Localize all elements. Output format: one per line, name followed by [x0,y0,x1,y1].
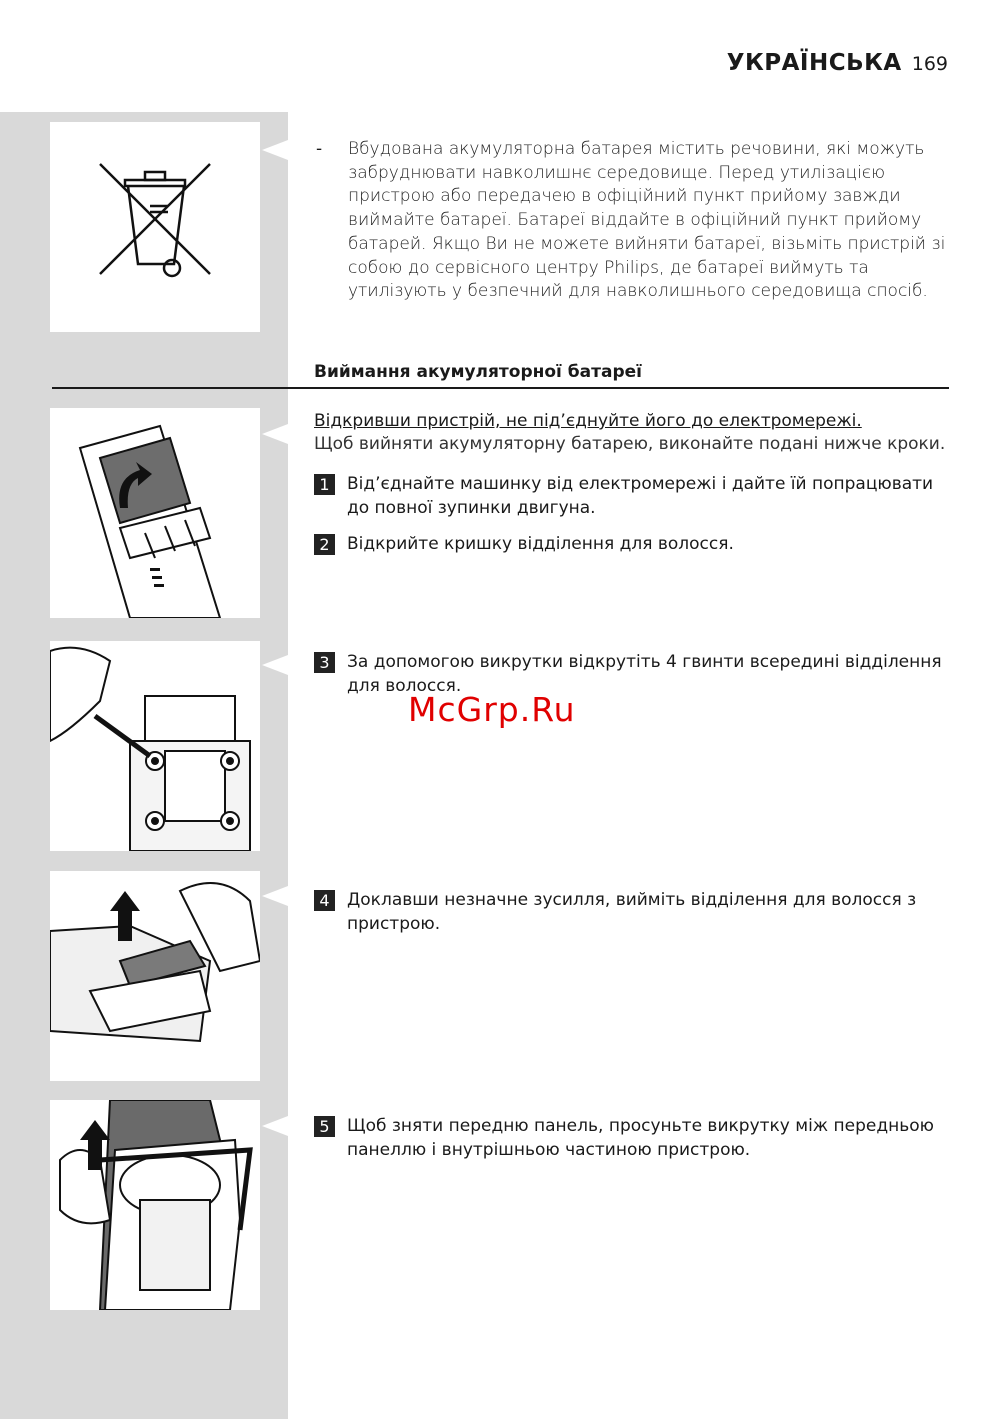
step-text: Відкрийте кришку відділення для волосся. [347,534,734,554]
step-number: 4 [314,890,335,911]
language-title: УКРАЇНСЬКА [726,50,902,76]
step-2 [314,532,950,556]
panel-pointer-icon [262,886,288,906]
step-illustration-front-panel [50,1100,260,1310]
recycling-paragraph: Вбудована акумуляторна батарея містить речовини, які можуть забруднювати навколишнє середовище. Перед утилізацією пристрою або передачею в офіційний пункт прийому завжди виймайте батареї. Батареї віддайте в офіційний пункт прийому батарей. Якщо Ви не можете вийняти батареї, візьміть пристрій зі собою до сервісного центру Philips, де батареї виймуть та утилізують у безпечний для навколишнього середовища спосіб. [348,139,946,302]
panel-pointer-icon [262,1116,288,1136]
panel-pointer-icon [262,424,288,444]
step-4 [314,888,950,936]
recycle-bin-illustration [50,122,260,332]
panel-pointer-icon [262,655,288,675]
step-number: 5 [314,1116,335,1137]
crossed-bin-icon [50,122,260,332]
step-illustration-remove-compartment [50,871,260,1081]
step-text: Доклавши незначне зусилля, вийміть відділення для волосся з пристрою. [347,890,917,934]
step-1 [314,472,950,520]
step-text: Від’єднайте машинку від електромережі і дайте їй попрацювати до повної зупинки двигуна. [347,474,934,518]
page-header [727,50,948,76]
step-number: 2 [314,534,335,555]
section-divider [52,387,949,389]
step-5 [314,1114,950,1162]
step-illustration-open-cover [50,408,260,618]
step-number: 1 [314,474,335,495]
step-text: Щоб зняти передню панель, просуньте викрутку між передньою панеллю і внутрішньою частиною пристрою. [347,1116,934,1160]
page-number: 169 [911,53,948,75]
step-number: 3 [314,652,335,673]
panel-pointer-icon [262,140,288,160]
step-text: За допомогою викрутки відкрутіть 4 гвинти всередині відділення для волосся. [347,652,942,696]
step-illustration-screws [50,641,260,851]
list-dash: - [316,139,323,159]
watermark: McGrp.Ru [408,690,576,729]
section-heading: Виймання акумуляторної батареї [314,362,642,382]
intro-text: Щоб вийняти акумуляторну батарею, виконайте подані нижче кроки. [314,434,946,454]
warning-underlined: Відкривши пристрій, не під’єднуйте його до електромережі. [314,411,862,431]
